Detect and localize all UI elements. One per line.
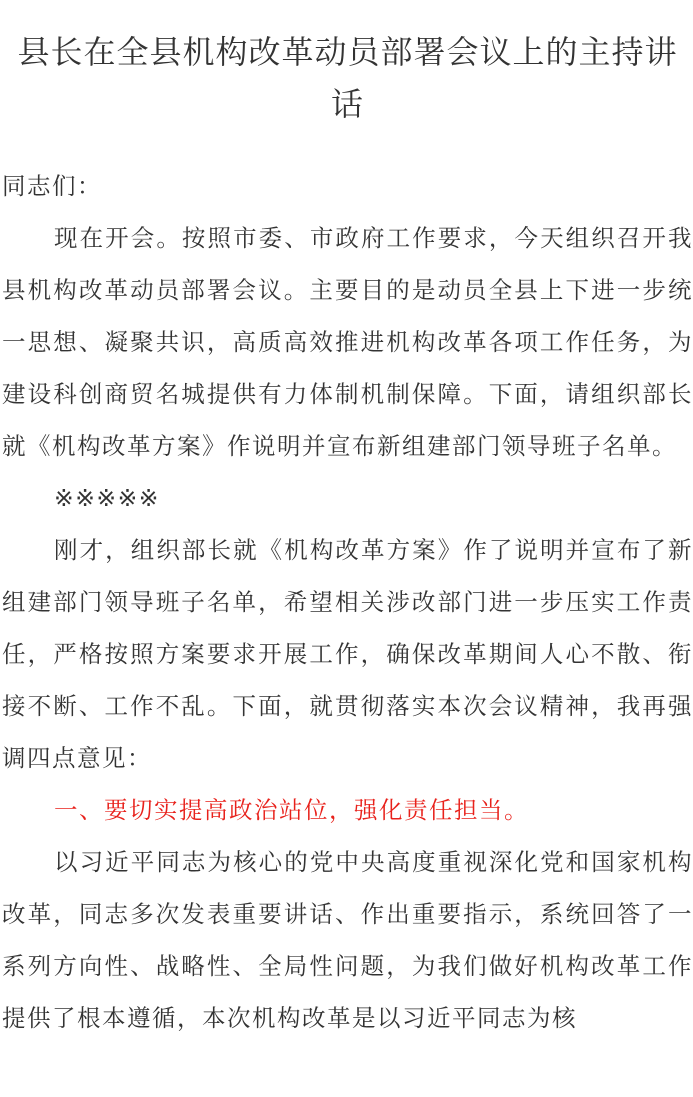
section-one-paragraph: 以习近平同志为核心的党中央高度重视深化党和国家机构改革，同志多次发表重要讲话、作出重要指示，系统回答了一系列方向性、战略性、全局性问题，为我们做好机构改革工作提供了根本遵循，本次机构改革是以习近平同志为核 [2, 848, 693, 1032]
document-title: 县长在全县机构改革动员部署会议上的主持讲话 [17, 33, 678, 123]
section-heading-one: 一、要切实提高政治站位，强化责任担当。 [54, 796, 529, 824]
salutation: 同志们： [2, 172, 102, 200]
opening-paragraph: 现在开会。按照市委、市政府工作要求，今天组织召开我县机构改革动员部署会议。主要目的是动员全县上下进一步统一思想、凝聚共识，高质高效推进机构改革各项工作任务，为建设科创商贸名城提供有力体制机制保障。下面，请组织部长就《机构改革方案》作说明并宣布新组建部门领导班子名单。 [2, 224, 693, 460]
section-separator: ※※※※※ [54, 484, 160, 512]
transition-paragraph: 刚才，组织部长就《机构改革方案》作了说明并宣布了新组建部门领导班子名单，希望相关涉改部门进一步压实工作责任，严格按照方案要求开展工作，确保改革期间人心不散、衔接不断、工作不乱。下面，就贯彻落实本次会议精神，我再强调四点意见： [2, 536, 693, 772]
